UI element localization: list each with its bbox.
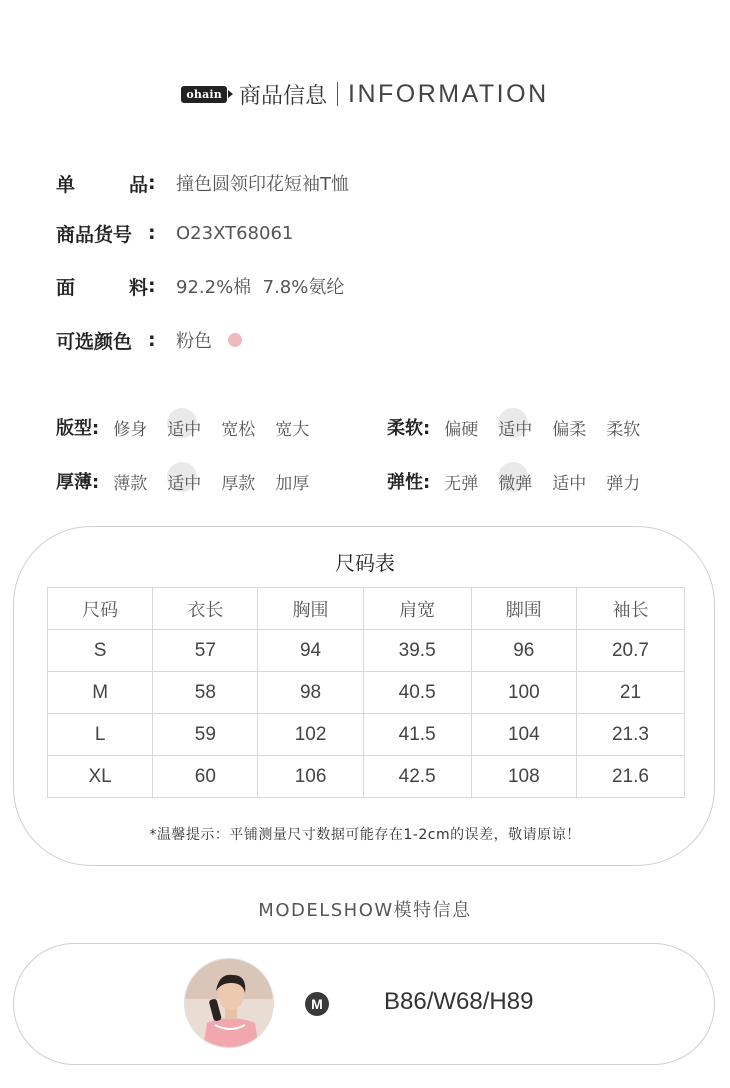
attr-label-fit: 版型:	[56, 418, 100, 439]
attr-option: 无弹	[444, 473, 479, 494]
table-row	[48, 756, 685, 798]
table-cell: 20.7	[576, 630, 684, 672]
table-cell: 98	[258, 672, 363, 714]
attr-option: 偏硬	[444, 419, 479, 440]
table-cell: 104	[471, 714, 576, 756]
table-cell: 41.5	[363, 714, 471, 756]
model-measurements: B86/W68/H89	[384, 988, 534, 1015]
info-row-color	[56, 325, 242, 355]
info-colon: :	[148, 275, 156, 297]
model-avatar	[184, 958, 274, 1048]
info-label-color: 可选颜色	[56, 330, 133, 353]
table-cell: 39.5	[363, 630, 471, 672]
model-size-badge: M	[305, 992, 329, 1016]
info-row-product	[56, 168, 349, 198]
table-cell: 102	[258, 714, 363, 756]
table-header-cell: 衣长	[153, 588, 258, 630]
info-value-sku: O23XT68061	[176, 222, 294, 244]
attr-option: 偏柔	[552, 419, 587, 440]
attr-option: 适中	[157, 415, 211, 440]
attr-option: 微弹	[488, 469, 542, 494]
size-table	[47, 587, 685, 798]
attr-fit	[56, 409, 319, 445]
info-colon: :	[148, 329, 156, 351]
table-row	[48, 672, 685, 714]
table-cell: 108	[471, 756, 576, 798]
section-header	[0, 74, 730, 114]
attr-option: 适中	[157, 469, 211, 494]
table-cell: 106	[258, 756, 363, 798]
table-header-row	[48, 588, 685, 630]
header-title-en: INFORMATION	[348, 79, 549, 108]
table-cell: 60	[153, 756, 258, 798]
color-swatch[interactable]	[228, 333, 242, 347]
table-cell: S	[48, 630, 153, 672]
attr-softness	[387, 409, 650, 445]
header-divider	[337, 82, 338, 106]
info-label-product: 单 品	[56, 173, 148, 196]
table-cell: 100	[471, 672, 576, 714]
model-section-title: MODELSHOW模特信息	[258, 900, 472, 921]
attr-option: 修身	[113, 419, 148, 440]
table-row	[48, 630, 685, 672]
brand-logo: ohain	[181, 86, 227, 103]
info-row-sku	[56, 218, 293, 248]
table-cell: 57	[153, 630, 258, 672]
size-chart-card	[13, 526, 715, 866]
info-label-sku: 商品货号	[56, 223, 133, 246]
play-arrow-icon	[228, 90, 233, 98]
table-cell: M	[48, 672, 153, 714]
size-note: *温馨提示：平铺测量尺寸数据可能存在1-2cm的误差，敬请原谅！	[149, 827, 581, 843]
attr-thickness	[56, 463, 319, 499]
attr-label-softness: 柔软:	[387, 418, 431, 439]
attr-option: 加厚	[275, 473, 310, 494]
table-header-cell: 肩宽	[363, 588, 471, 630]
attr-option: 宽松	[221, 419, 256, 440]
attr-option: 适中	[488, 415, 542, 440]
table-cell: 96	[471, 630, 576, 672]
attr-option: 薄款	[113, 473, 148, 494]
table-header-cell: 脚围	[471, 588, 576, 630]
table-header-cell: 袖长	[576, 588, 684, 630]
table-cell: XL	[48, 756, 153, 798]
attr-option: 弹力	[606, 473, 641, 494]
table-header-cell: 尺码	[48, 588, 153, 630]
table-cell: 21.3	[576, 714, 684, 756]
attr-label-thickness: 厚薄:	[56, 472, 100, 493]
attr-option: 厚款	[221, 473, 256, 494]
table-header-cell: 胸围	[258, 588, 363, 630]
attr-option: 宽大	[275, 419, 310, 440]
table-cell: L	[48, 714, 153, 756]
model-card	[13, 943, 715, 1065]
size-chart-title: 尺码表	[335, 551, 395, 575]
info-value-color: 粉色	[176, 331, 212, 352]
table-cell: 58	[153, 672, 258, 714]
table-row	[48, 714, 685, 756]
table-cell: 21.6	[576, 756, 684, 798]
info-value-fabric: 92.2%棉 7.8%氨纶	[176, 277, 345, 298]
attr-elasticity	[387, 463, 650, 499]
table-cell: 59	[153, 714, 258, 756]
table-cell: 42.5	[363, 756, 471, 798]
info-colon: :	[148, 172, 156, 194]
info-colon: :	[148, 222, 156, 244]
table-cell: 40.5	[363, 672, 471, 714]
header-title-cn: 商品信息	[238, 83, 327, 109]
attr-label-elasticity: 弹性:	[387, 472, 431, 493]
table-cell: 94	[258, 630, 363, 672]
table-cell: 21	[576, 672, 684, 714]
info-value-product: 撞色圆领印花短袖T恤	[176, 174, 349, 195]
info-row-fabric	[56, 271, 344, 301]
attr-option: 柔软	[606, 419, 641, 440]
info-label-fabric: 面 料	[56, 276, 148, 299]
model-photo-icon	[185, 959, 274, 1048]
attr-option: 适中	[552, 473, 587, 494]
